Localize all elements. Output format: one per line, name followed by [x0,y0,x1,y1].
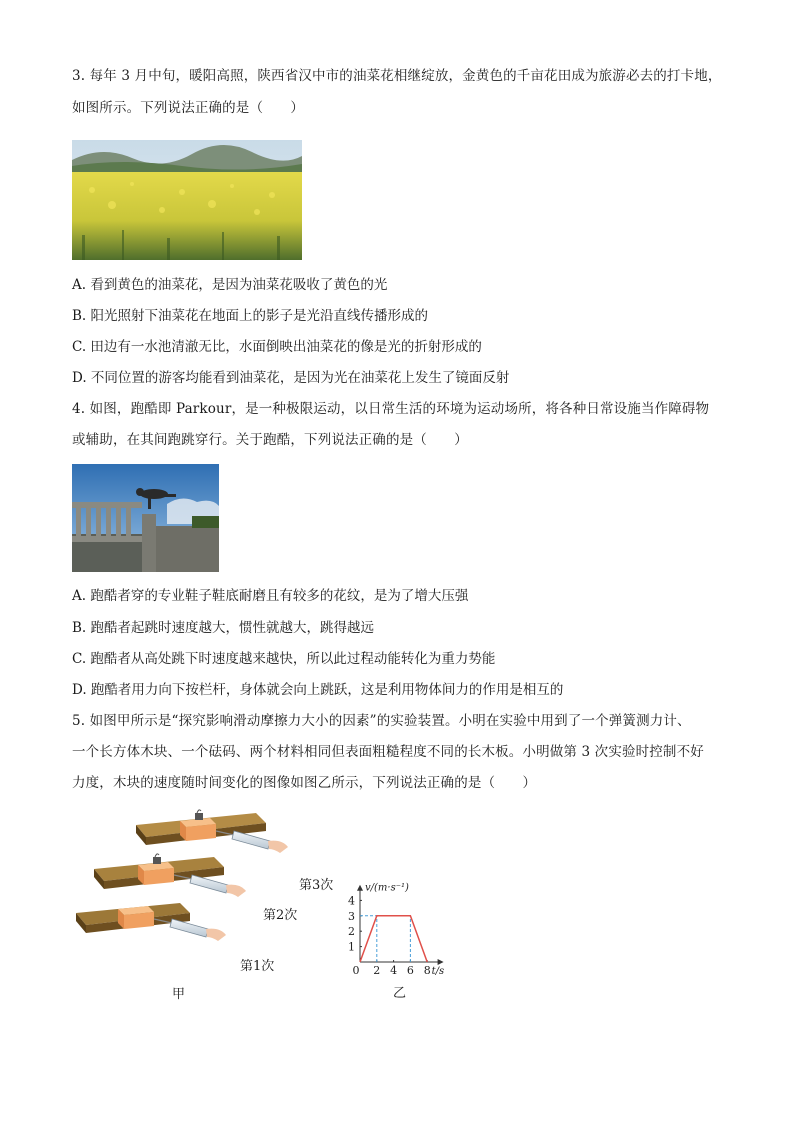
board-trial-1 [76,903,226,941]
q4-option-b: B. 跑酷者起跳时速度越大，惯性就越大，跳得越远 [72,620,375,636]
x-tick-label: 2 [373,964,381,977]
q4-option-d: D. 跑酷者用力向下按栏杆，身体就会向上跳跃，这是利用物体间力的作用是相互的 [72,682,564,698]
caption-jia: 甲 [172,987,186,1002]
label-trial-2: 第2次 [263,908,298,923]
y-axis-title: v/(m·s⁻¹) [365,882,409,894]
y-tick-label: 4 [348,894,355,908]
q4-option-c: C. 跑酷者从高处跳下时速度越来越快，所以此过程动能转化为重力势能 [72,651,496,667]
board-trial-2 [94,854,246,897]
q5-stem-line-2: 一个长方体木块、一个砝码、两个材料相同但表面粗糙程度不同的长木板。小明做第 3 次实验时控制不好 [72,744,704,760]
q5-stem-line-1: 5. 如图甲所示是“探究影响滑动摩擦力大小的因素”的实验装置。小明在实验中用到了一个弹簧测力计、 [72,713,691,729]
q3-stem-line-2: 如图所示。下列说法正确的是（ ） [72,100,305,116]
y-axis-arrow [357,885,363,891]
label-trial-1: 第1次 [240,959,275,974]
caption-yi: 乙 [393,986,407,1001]
x-tick-label: 6 [406,964,414,977]
velocity-time-graph [340,862,470,1002]
q3-option-b: B. 阳光照射下油菜花在地面上的影子是光沿直线传播形成的 [72,308,429,324]
x-tick-label: 4 [390,964,398,977]
q4-stem-line-2: 或辅助，在其间跑跳穿行。关于跑酷，下列说法正确的是（ ） [72,432,468,448]
rapeseed-field-photo [72,140,302,260]
q4-option-a: A. 跑酷者穿的专业鞋子鞋底耐磨且有较多的花纹，是为了增大压强 [72,588,469,604]
x-tick-label: 8 [423,964,431,977]
y-tick-label: 2 [348,925,355,939]
x-axis-arrow [438,959,444,965]
origin-label: 0 [352,964,360,977]
q3-stem-line-1: 3. 每年 3 月中旬，暖阳高照，陕西省汉中市的油菜花相继绽放，金黄色的千亩花田成为旅游必去的打卡地， [72,68,722,84]
label-trial-3: 第3次 [299,878,334,893]
q3-option-d: D. 不同位置的游客均能看到油菜花，是因为光在油菜花上发生了镜面反射 [72,370,510,386]
friction-apparatus-figure [70,805,340,1002]
q4-stem-line-1: 4. 如图，跑酷即 Parkour，是一种极限运动，以日常生活的环境为运动场所，将各种日常设施当作障碍物 [72,401,710,417]
y-tick-label: 1 [348,940,355,954]
parkour-photo [72,464,219,572]
q3-option-c: C. 田边有一水池清澈无比，水面倒映出油菜花的像是光的折射形成的 [72,339,482,355]
board-trial-3 [136,810,288,853]
q5-stem-line-3: 力度，木块的速度随时间变化的图像如图乙所示，下列说法正确的是（ ） [72,775,537,791]
q3-option-a: A. 看到黄色的油菜花，是因为油菜花吸收了黄色的光 [72,277,388,293]
y-tick-label: 3 [348,909,355,923]
x-axis-title: t/s [431,966,445,977]
velocity-series-line [360,916,427,962]
